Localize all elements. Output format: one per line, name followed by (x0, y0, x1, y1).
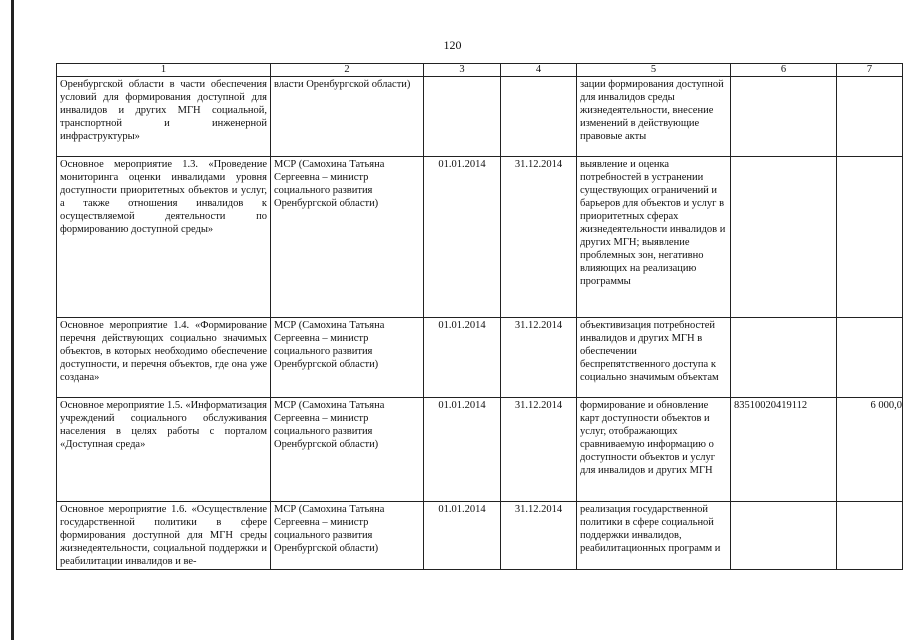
activity-cell: Основное мероприятие 1.6. «Осуществление государственной политики в сфере формирования доступной для МГН среды жизнедеятельности, социальной поддержки и реабилитации инвалидов и ве- (57, 502, 271, 570)
activity-cell: Основное мероприятие 1.5. «Информатизация учреждений социального обслуживания населения в целях работы с порталом «Доступная среда» (57, 398, 271, 502)
code-cell (731, 318, 837, 398)
responsible-cell: власти Оренбургской области) (271, 77, 424, 157)
code-cell (731, 77, 837, 157)
code-cell (731, 157, 837, 318)
start-date-cell: 01.01.2014 (424, 398, 501, 502)
table-row (57, 77, 903, 157)
end-date-cell: 31.12.2014 (501, 398, 577, 502)
result-cell: выявление и оценка потребностей в устранении существующих ограничений и барьеров для объектов и услуг в приоритетных сферах жизнедеятельности инвалидов и других МГН; выявление проблемных зон, негативно влияющих на реализацию программы (577, 157, 731, 318)
start-date-cell (424, 77, 501, 157)
column-number: 1 (57, 64, 271, 77)
column-number: 5 (577, 64, 731, 77)
table-row (57, 502, 903, 570)
column-number: 2 (271, 64, 424, 77)
end-date-cell: 31.12.2014 (501, 502, 577, 570)
responsible-cell: МСР (Самохина Татьяна Сергеевна – министр социального развития Оренбургской области) (271, 318, 424, 398)
activity-cell: Основное мероприятие 1.4. «Формирование перечня действующих социально значимых объектов, в которых необходимо обеспечение доступности, и перечня объектов, где она уже создана» (57, 318, 271, 398)
start-date-cell: 01.01.2014 (424, 318, 501, 398)
responsible-cell: МСР (Самохина Татьяна Сергеевна – министр социального развития Оренбургской области) (271, 157, 424, 318)
end-date-cell (501, 77, 577, 157)
table-row (57, 398, 903, 502)
end-date-cell: 31.12.2014 (501, 318, 577, 398)
activity-cell: Оренбургской области в части обеспечения условий для формирования доступной для инвалидов и других МГН социальной, транспортной и инженерной инфраструктуры» (57, 77, 271, 157)
result-cell: объективизация потребностей инвалидов и других МГН в обеспечении беспрепятственного доступа к социально значимым объектам (577, 318, 731, 398)
result-cell: зации формирования доступной для инвалидов среды жизнедеятельности, внесение изменений в действующие правовые акты (577, 77, 731, 157)
responsible-cell: МСР (Самохина Татьяна Сергеевна – министр социального развития Оренбургской области) (271, 398, 424, 502)
page-number: 120 (443, 38, 462, 52)
start-date-cell: 01.01.2014 (424, 502, 501, 570)
column-number: 4 (501, 64, 577, 77)
table-row (57, 318, 903, 398)
column-number: 7 (837, 64, 903, 77)
amount-cell (837, 502, 903, 570)
result-cell: реализация государственной политики в сфере социальной поддержки инвалидов, реабилитационных программ и (577, 502, 731, 570)
amount-cell (837, 77, 903, 157)
code-cell (731, 502, 837, 570)
code-cell: 83510020419112 (731, 398, 837, 502)
column-number: 6 (731, 64, 837, 77)
amount-cell (837, 318, 903, 398)
responsible-cell: МСР (Самохина Татьяна Сергеевна – министр социального развития Оренбургской области) (271, 502, 424, 570)
result-cell: формирование и обновление карт доступности объектов и услуг, отображающих сравниваемую информацию о доступности объектов и услуг для инвалидов и других МГН (577, 398, 731, 502)
program-activities-table (56, 63, 903, 570)
start-date-cell: 01.01.2014 (424, 157, 501, 318)
table-row (57, 157, 903, 318)
scan-edge-bar (11, 0, 14, 640)
amount-cell (837, 157, 903, 318)
table-header-row (57, 64, 903, 77)
activity-cell: Основное мероприятие 1.3. «Проведение мониторинга оценки инвалидами уровня доступности приоритетных объектов и услуг, а также отношения инвалидов к осуществляемой деятельности по формированию доступной среды» (57, 157, 271, 318)
amount-cell: 6 000,0 (837, 398, 903, 502)
column-number: 3 (424, 64, 501, 77)
end-date-cell: 31.12.2014 (501, 157, 577, 318)
